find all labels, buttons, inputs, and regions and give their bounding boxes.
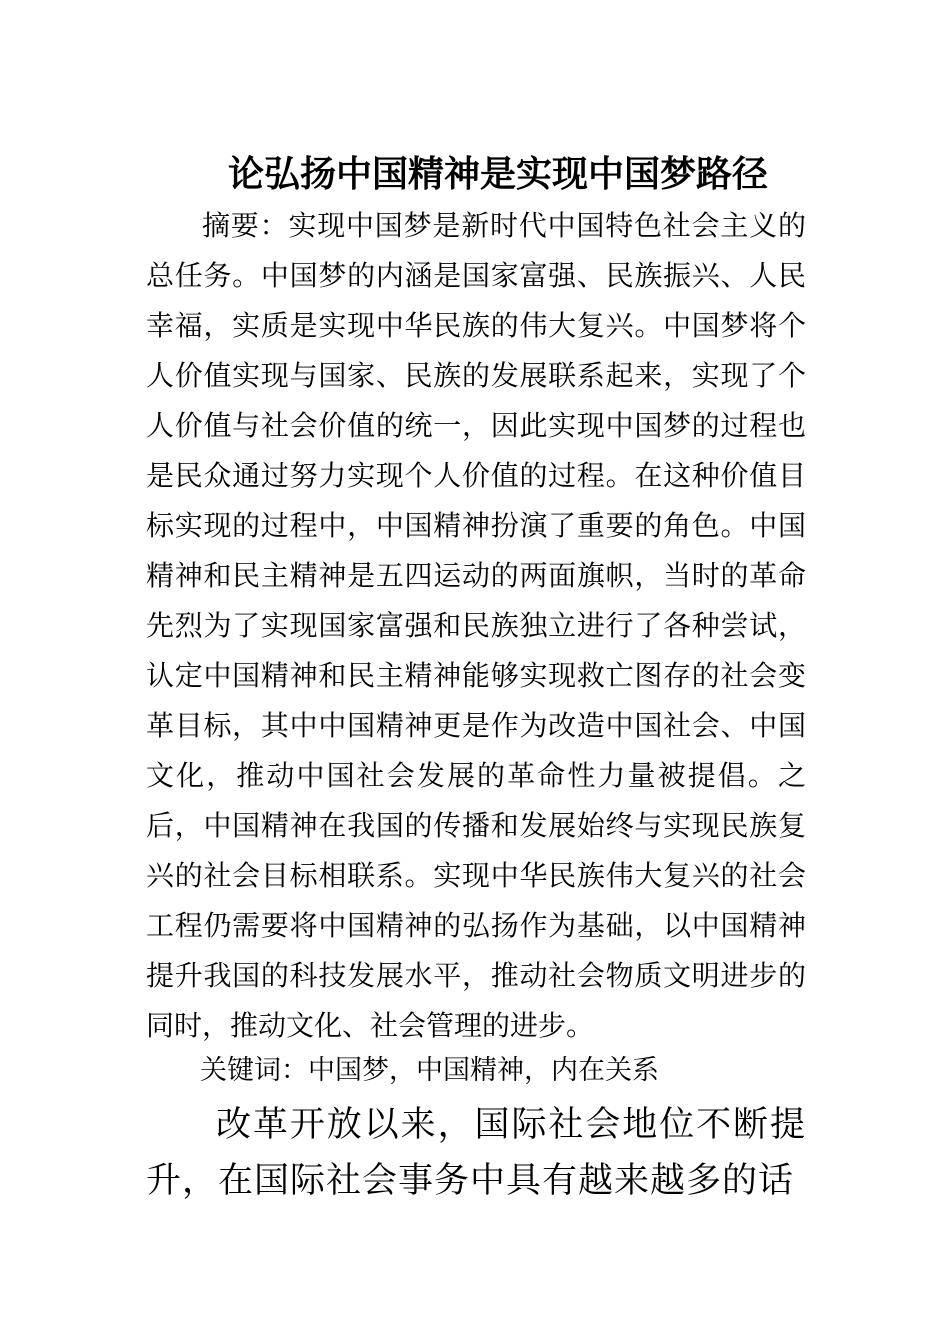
keywords-line: 关键词：中国梦，中国精神，内在关系 <box>200 1055 659 1086</box>
document-title: 论弘扬中国精神是实现中国梦路径 <box>228 154 769 195</box>
body-paragraph: 改革开放以来，国际社会地位不断提升，在国际社会事务中具有越来越多的话 <box>146 1105 806 1201</box>
abstract-paragraph: 摘要：实现中国梦是新时代中国特色社会主义的总任务。中国梦的内涵是国家富强、民族振兴、人民幸福，实质是实现中华民族的伟大复兴。中国梦将个人价值实现与国家、民族的发展联系起来，实现了个人价值与社会价值的统一，因此实现中国梦的过程也是民众通过努力实现个人价值的过程。在这种价值目标实现的过程中，中国精神扮演了重要的角色。中国精神和民主精神是五四运动的两面旗帜，当时的革命先烈为了实现国家富强和民族独立进行了各种尝试，认定中国精神和民主精神能够实现救亡图存的社会变革目标，其中中国精神更是作为改造中国社会、中国文化，推动中国社会发展的革命性力量被提倡。之后，中国精神在我国的传播和发展始终与实现民族复兴的社会目标相联系。实现中华民族伟大复兴的社会工程仍需要将中国精神的弘扬作为基础，以中国精神提升我国的科技发展水平，推动社会物质文明进步的同时，推动文化、社会管理的进步。 <box>146 209 806 1042</box>
